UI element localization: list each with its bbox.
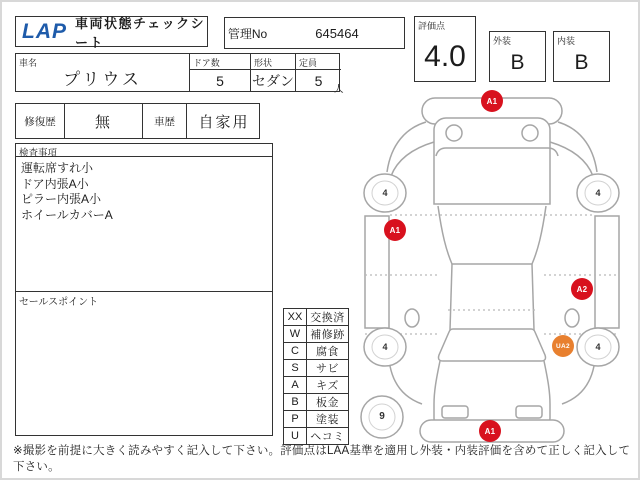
evaluation-score-value: 4.0	[424, 40, 466, 73]
body-shape-label: 形状	[251, 54, 295, 70]
tire-value-rear-left: 4	[382, 188, 388, 198]
legend-row	[284, 377, 349, 394]
legend-code: U	[284, 428, 307, 445]
legend-meaning: ヘコミ	[307, 428, 349, 445]
body-shape-value: セダン	[251, 72, 295, 89]
legend-meaning: 塗装	[307, 411, 349, 428]
sheet-title-box	[15, 15, 208, 50]
car-history-label: 車歴	[143, 104, 187, 138]
exterior-label: 外装	[493, 36, 512, 46]
body-shape-cell	[251, 54, 296, 91]
legend-code: C	[284, 343, 307, 360]
evaluation-score-label: 評価点	[418, 21, 446, 31]
inspection-item: ホイールカバーA	[21, 207, 113, 222]
legend-meaning: キズ	[307, 377, 349, 394]
inspection-items-label: 検査事項	[16, 144, 272, 157]
inspection-items-list	[21, 161, 113, 223]
legend-meaning: 交換済	[307, 309, 349, 326]
interior-grade-value: B	[574, 50, 589, 74]
damage-marker-right-front: UA2	[552, 335, 574, 357]
inspection-item: ドア内張A小	[21, 176, 89, 191]
damage-marker-front-bumper: A1	[479, 420, 501, 442]
legend-meaning: サビ	[307, 360, 349, 377]
exterior-grade-box	[489, 31, 546, 82]
legend-row	[284, 343, 349, 360]
sales-point-label: セールスポイント	[19, 297, 99, 308]
legend-code: S	[284, 360, 307, 377]
repair-history-value: 無	[65, 104, 143, 138]
legend-row	[284, 309, 349, 326]
management-no-value: 645464	[270, 17, 405, 49]
inspection-item: ピラー内張A小	[21, 192, 102, 206]
legend-code: P	[284, 411, 307, 428]
right-door-panels	[595, 216, 619, 328]
legend-meaning: 補修跡	[307, 326, 349, 343]
legend-row	[284, 411, 349, 428]
legend-code: XX	[284, 309, 307, 326]
damage-marker-left-rear: A1	[384, 219, 406, 241]
vehicle-info-table	[15, 53, 340, 92]
legend-code: B	[284, 394, 307, 411]
interior-grade-box	[553, 31, 610, 82]
capacity-unit: 人	[334, 84, 344, 95]
inspection-section	[15, 143, 273, 436]
tire-value-front-right: 4	[595, 342, 601, 352]
sales-point-divider	[16, 291, 272, 292]
doors-cell	[190, 54, 251, 91]
damage-marker-right-side: A2	[571, 278, 593, 300]
management-no-label: 管理No	[224, 17, 271, 49]
car-name-value: プリウス	[63, 70, 142, 89]
spare-wheel-value: 9	[379, 411, 385, 422]
legend-row	[284, 394, 349, 411]
doors-value: 5	[216, 72, 224, 89]
exterior-grade-value: B	[510, 50, 525, 74]
doors-label: ドア数	[190, 54, 250, 70]
legend-code: W	[284, 326, 307, 343]
repair-history-label: 修復歴	[16, 104, 65, 138]
car-name-label: 車名	[19, 58, 38, 68]
legend-row	[284, 326, 349, 343]
damage-code-legend	[283, 308, 349, 445]
legend-row	[284, 360, 349, 377]
tire-value-front-left: 4	[382, 342, 388, 352]
inspection-item: 運転席すれ小	[21, 161, 94, 175]
capacity-value: 5	[314, 72, 323, 89]
legend-meaning: 板金	[307, 394, 349, 411]
car-history-value: 自家用	[198, 113, 250, 131]
footer-note: ※撮影を前提に大きく読みやすく記入して下さい。評価点はLAA基準を適用し外装・内装評価を含めて正しく記入して下さい。	[13, 445, 631, 473]
evaluation-score-box	[414, 16, 476, 82]
interior-label: 内装	[557, 36, 576, 46]
repair-history-table	[15, 103, 260, 139]
sheet-title: 車両状態チェックシート	[75, 15, 206, 50]
lap-logo: LAP	[22, 19, 67, 43]
car-top-view-diagram	[360, 88, 634, 452]
legend-code: A	[284, 377, 307, 394]
car-name-cell	[16, 54, 190, 91]
tire-value-rear-right: 4	[595, 188, 601, 198]
legend-meaning: 腐食	[307, 343, 349, 360]
damage-marker-rear-bumper: A1	[481, 90, 503, 112]
capacity-label: 定員	[296, 54, 341, 70]
